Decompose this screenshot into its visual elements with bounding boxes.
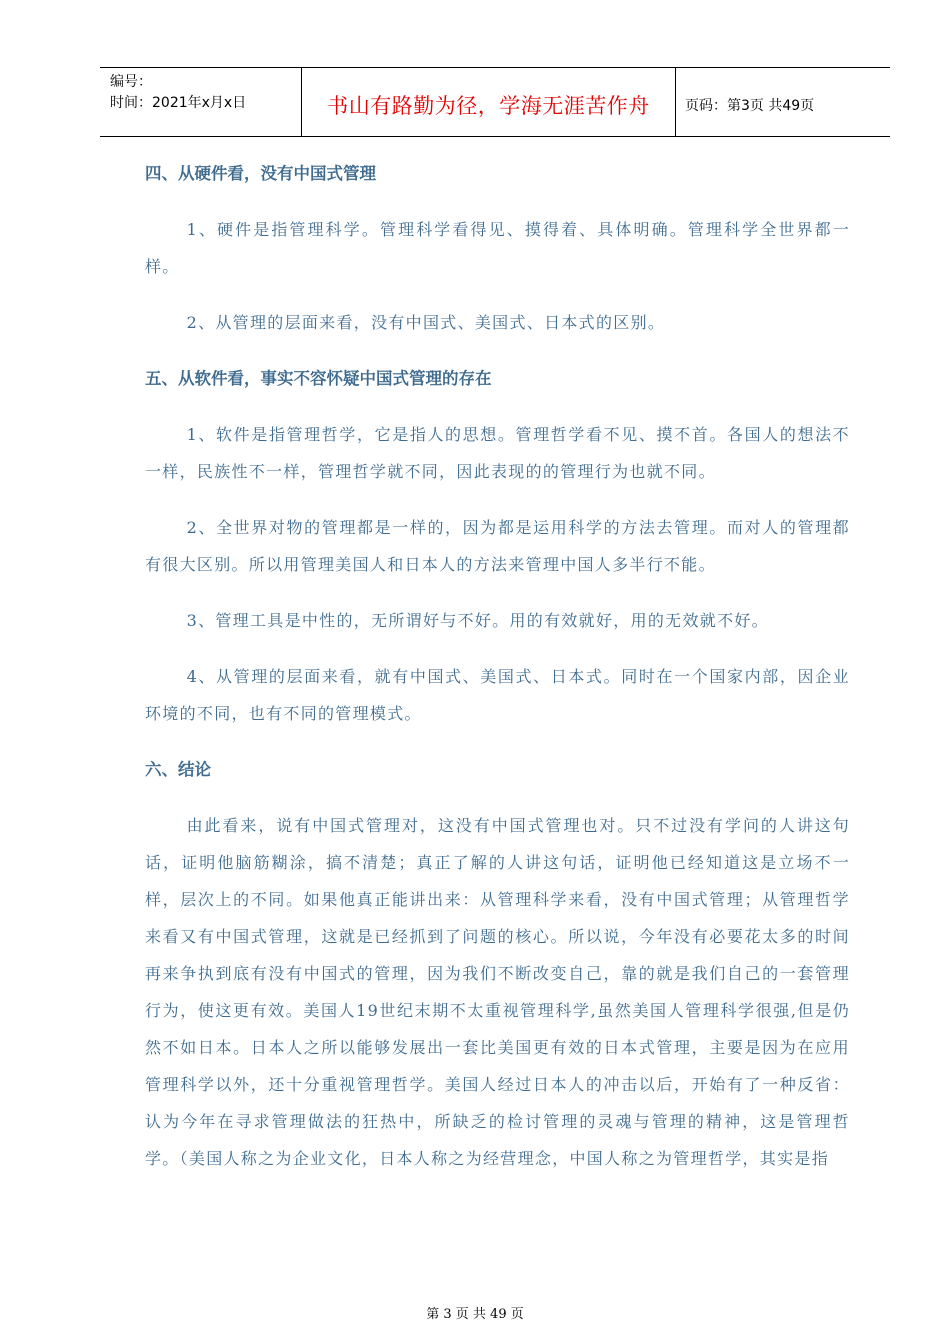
paragraph: 3、管理工具是中性的，无所谓好与不好。用的有效就好，用的无效就不好。 <box>186 611 769 630</box>
paragraph: 1、软件是指管理哲学，它是指人的思想。管理哲学看不见、摸不首。各国人的想法不一样，民族性不一样，管理哲学就不同，因此表现的的管理行为也就不同。 <box>145 425 850 481</box>
header-meta-cell <box>100 68 302 136</box>
paragraph: 4、从管理的层面来看，就有中国式、美国式、日本式。同时在一个国家内部，因企业环境的不同，也有不同的管理模式。 <box>145 667 850 723</box>
paragraph: 2、全世界对物的管理都是一样的，因为都是运用科学的方法去管理。而对人的管理都有很大区别。所以用管理美国人和日本人的方法来管理中国人多半行不能。 <box>145 518 850 574</box>
section-heading: 四、从硬件看，没有中国式管理 <box>145 164 376 183</box>
section-5 <box>145 360 850 751</box>
document-code-label: 编号： <box>110 74 152 90</box>
page-header <box>100 67 890 137</box>
section-6 <box>145 751 850 1177</box>
header-motto-cell <box>302 68 676 136</box>
document-body <box>145 155 850 1177</box>
document-time-label: 时间：2021年x月x日 <box>110 95 247 111</box>
page-footer: 第 3 页 共 49 页 <box>426 1307 524 1322</box>
paragraph: 由此看来，说有中国式管理对，这没有中国式管理也对。只不过没有学问的人讲这句话，证明他脑筋糊涂，搞不清楚；真正了解的人讲这句话，证明他已经知道这是立场不一样，层次上的不同。如果他真正能讲出来：从管理科学来看，没有中国式管理；从管理哲学来看又有中国式管理，这就是已经抓到了问题的核心。所以说，今年没有必要花太多的时间再来争执到底有没有中国式的管理，因为我们不断改变自己，靠的就是我们自己的一套管理行为，使这更有效。美国人19世纪末期不太重视管理科学,虽然美国人管理科学很强,但是仍然不如日本。日本人之所以能够发展出一套比美国更有效的日本式管理，主要是因为在应用管理科学以外，还十分重视管理哲学。美国人经过日本人的冲击以后，开始有了一种反省：认为今年在寻求管理做法的狂热中，所缺乏的检讨管理的灵魂与管理的精神，这是管理哲学。（美国人称之为企业文化，日本人称之为经营理念，中国人称之为管理哲学，其实是指 <box>145 816 850 1168</box>
header-page-info: 页码：第3页 共49页 <box>685 98 815 114</box>
header-page-cell <box>676 68 890 136</box>
header-motto: 书山有路勤为径，学海无涯苦作舟 <box>327 94 650 118</box>
section-4 <box>145 155 850 360</box>
paragraph: 1、硬件是指管理科学。管理科学看得见、摸得着、具体明确。管理科学全世界都一样。 <box>145 220 850 276</box>
section-heading: 五、从软件看，事实不容怀疑中国式管理的存在 <box>145 369 492 388</box>
section-heading: 六、结论 <box>145 760 211 779</box>
paragraph: 2、从管理的层面来看，没有中国式、美国式、日本式的区别。 <box>186 313 666 332</box>
